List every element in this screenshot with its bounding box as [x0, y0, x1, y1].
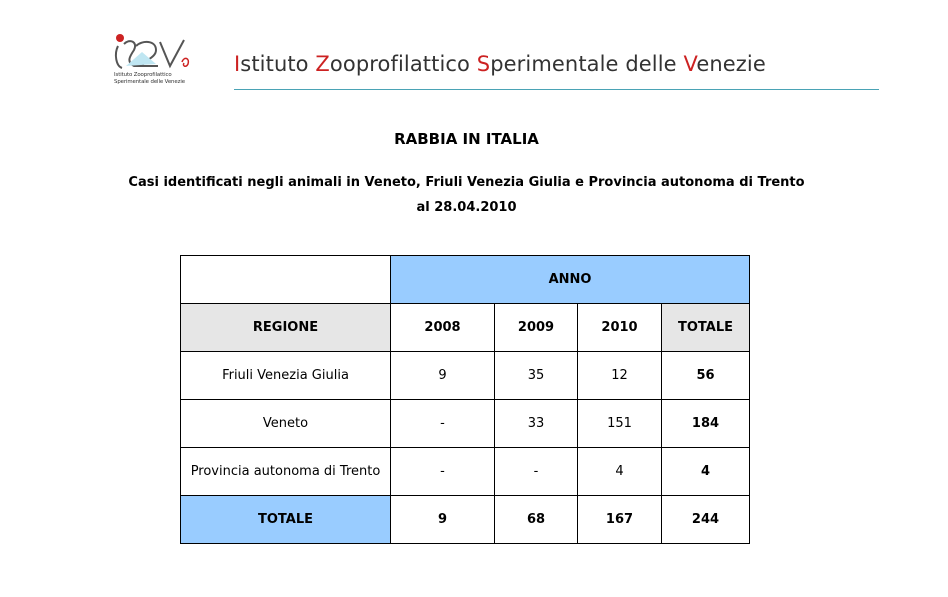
row-value-2008: 9 — [391, 352, 495, 400]
year-group-header: ANNO — [391, 256, 750, 304]
total-2009: 68 — [495, 496, 578, 544]
row-total: 56 — [662, 352, 750, 400]
org-name-segment: stituto — [240, 52, 316, 76]
report-date: al 28.04.2010 — [416, 200, 517, 215]
logo-caption-line-1: Istituto Zooprofilattico — [114, 72, 172, 78]
grand-total: 244 — [662, 496, 750, 544]
row-region: Provincia autonoma di Trento — [181, 448, 391, 496]
rabies-cases-table — [180, 255, 750, 544]
total-2010: 167 — [578, 496, 662, 544]
header-year-2008: 2008 — [391, 304, 495, 352]
organization-name — [234, 52, 766, 76]
row-value-2010: 4 — [578, 448, 662, 496]
table-total-row — [181, 496, 750, 544]
org-name-segment: ooprofilattico — [329, 52, 477, 76]
page-subtitle: Casi identificati negli animali in Veneto, Friuli Venezia Giulia e Provincia autonoma di Trento — [128, 175, 805, 190]
table-header-row — [181, 304, 750, 352]
org-name-initial: V — [683, 52, 697, 76]
total-label: TOTALE — [181, 496, 391, 544]
row-region: Friuli Venezia Giulia — [181, 352, 391, 400]
row-total: 4 — [662, 448, 750, 496]
org-name-segment: perimentale delle — [490, 52, 684, 76]
table-group-header-row — [181, 256, 750, 304]
izsve-logo — [112, 32, 196, 90]
row-value-2009: - — [495, 448, 578, 496]
logo-mark-icon — [112, 32, 196, 72]
table-corner-cell — [181, 256, 391, 304]
header-year-2009: 2009 — [495, 304, 578, 352]
row-value-2008: - — [391, 448, 495, 496]
table-row — [181, 448, 750, 496]
row-region: Veneto — [181, 400, 391, 448]
logo-caption-line-2: Sperimentale delle Venezie — [114, 79, 185, 85]
total-2008: 9 — [391, 496, 495, 544]
table-row — [181, 400, 750, 448]
row-value-2009: 35 — [495, 352, 578, 400]
table-row — [181, 352, 750, 400]
org-name-initial: S — [476, 52, 491, 76]
header-year-2010: 2010 — [578, 304, 662, 352]
row-total: 184 — [662, 400, 750, 448]
org-name-segment: enezie — [696, 52, 766, 76]
row-value-2010: 12 — [578, 352, 662, 400]
row-value-2010: 151 — [578, 400, 662, 448]
header-divider — [234, 89, 879, 90]
org-name-initial: Z — [315, 52, 330, 76]
header-region: REGIONE — [181, 304, 391, 352]
row-value-2009: 33 — [495, 400, 578, 448]
org-name-initial: I — [234, 52, 241, 76]
row-value-2008: - — [391, 400, 495, 448]
header-total: TOTALE — [662, 304, 750, 352]
page-title: RABBIA IN ITALIA — [394, 130, 539, 148]
